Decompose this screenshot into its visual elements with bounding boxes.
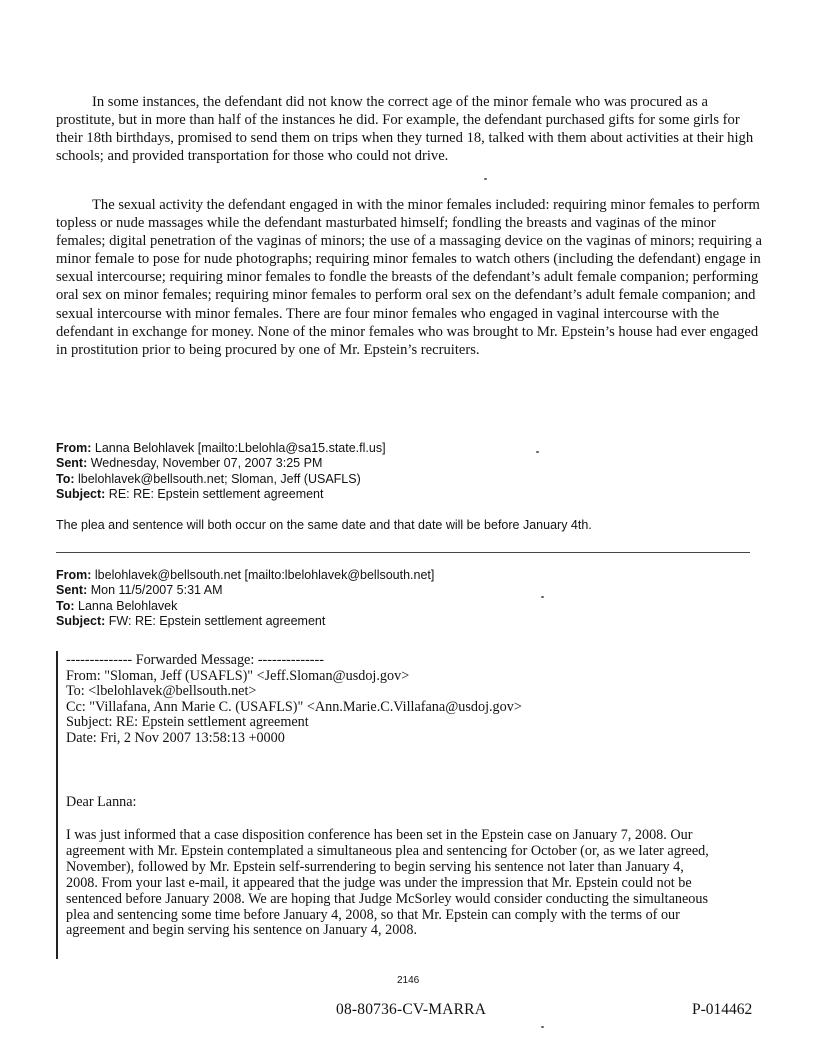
email-sent-value: Mon 11/5/2007 5:31 AM	[90, 583, 223, 598]
forwarded-body: I was just informed that a case disposition conference has been set in the Epstein case on January 7, 2008. Our agreement with Mr. Epstein contemplated a simultaneous plea and sentencing for October (or, as we later agreed, November), followed by Mr. Epstein self-surrendering to begin serving his sentence not later than January 4, 2008. From your last e-mail, it appeared that the judge was under the impression that Mr. Epstein could not be sentenced before January 2008. We are hoping that Judge McSorley would consider conducting the simultaneous plea and sentencing some time before January 4, 2008, so that Mr. Epstein can comply with the terms of our agreement and begin serving his sentence on January 4, 2008.	[66, 827, 709, 939]
email-from-row: From: Lanna Belohlavek [mailto:Lbelohla@sa15.state.fl.us]	[56, 441, 386, 455]
email-to-row: To: Lanna Belohlavek	[56, 598, 178, 613]
email-header-belohlavek	[56, 441, 386, 502]
bates-number: P-014462	[692, 1001, 753, 1018]
email-to-value: lbelohlavek@bellsouth.net; Sloman, Jeff (USAFLS)	[78, 471, 361, 486]
forwarded-date-line: Date: Fri, 2 Nov 2007 13:58:13 +0000	[66, 729, 285, 746]
email-from-value: Lanna Belohlavek [mailto:Lbelohla@sa15.state.fl.us]	[94, 441, 386, 455]
email-from-row: From: lbelohlavek@bellsouth.net [mailto:lbelohlavek@bellsouth.net]	[56, 568, 435, 582]
forwarded-message-header	[66, 653, 522, 747]
scan-speck	[536, 451, 539, 453]
email-separator-rule	[56, 552, 750, 553]
scan-speck	[541, 1026, 544, 1028]
email-sent-value: Wednesday, November 07, 2007 3:25 PM	[90, 456, 323, 471]
email-from-value: lbelohlavek@bellsouth.net [mailto:lbelohlavek@bellsouth.net]	[94, 568, 435, 582]
forwarded-banner: -------------- Forwarded Message: --------------	[66, 652, 324, 668]
email-subject-value: FW: RE: Epstein settlement agreement	[108, 613, 326, 628]
forwarded-from-line: From: "Sloman, Jeff (USAFLS)" <Jeff.Sloman@usdoj.gov>	[66, 667, 410, 684]
forwarded-subject-line: Subject: RE: Epstein settlement agreement	[66, 714, 309, 731]
email-subject-row: Subject: RE: RE: Epstein settlement agreement	[56, 486, 324, 501]
scan-speck	[541, 596, 544, 598]
email-sent-row: Sent: Mon 11/5/2007 5:31 AM	[56, 583, 223, 598]
forwarded-to-line: To: <lbelohlavek@bellsouth.net>	[66, 683, 257, 700]
case-number: 08-80736-CV-MARRA	[336, 1001, 487, 1018]
email-header-bellsouth	[56, 568, 434, 629]
email-reply-body: The plea and sentence will both occur on the same date and that date will be before January 4th.	[56, 518, 592, 532]
email-subject-row: Subject: FW: RE: Epstein settlement agreement	[56, 613, 326, 628]
forwarded-greeting: Dear Lanna:	[66, 794, 137, 810]
email-sent-row: Sent: Wednesday, November 07, 2007 3:25 PM	[56, 456, 323, 471]
page-number: 2146	[397, 975, 420, 986]
email-subject-value: RE: RE: Epstein settlement agreement	[108, 486, 324, 501]
memo-paragraph-age-knowledge: In some instances, the defendant did not know the correct age of the minor female who was procured as a prostitute, but in more than half of the instances he did. For example, the defendant purchased gifts for some girls for their 18th birthdays, promised to send them on trips when they turned 18, talked with them about activities at their high schools; and provided transportation for those who could not drive.	[56, 94, 754, 165]
memo-paragraph-sexual-activity: The sexual activity the defendant engaged in with the minor females included: requiring minor females to perform topless or nude massages while the defendant masturbated himself; fondling the breasts and vaginas of the minor females; digital penetration of the vaginas of minors; the use of a massaging device on the vaginas of minors; requiring a minor female to pose for nude photographs; requiring minor females to watch others (including the defendant) engage in sexual intercourse; requiring minor females to fondle the breasts of the defendant’s adult female companion; performing oral sex on minor females; requiring minor females to perform oral sex on the defendant’s adult female companion; and sexual intercourse with minor females. There are four minor females who engaged in vaginal intercourse with the defendant in exchange for money. None of the minor females who was brought to Mr. Epstein’s house had ever engaged in prostitution prior to being procured by one of Mr. Epstein’s recruiters.	[56, 197, 762, 358]
forwarded-cc-line: Cc: "Villafana, Ann Marie C. (USAFLS)" <Ann.Marie.C.Villafana@usdoj.gov>	[66, 698, 522, 715]
email-to-value: Lanna Belohlavek	[78, 598, 178, 613]
email-to-row: To: lbelohlavek@bellsouth.net; Sloman, Jeff (USAFLS)	[56, 471, 361, 486]
scan-speck	[484, 178, 487, 180]
quoted-message-bar	[56, 651, 58, 959]
